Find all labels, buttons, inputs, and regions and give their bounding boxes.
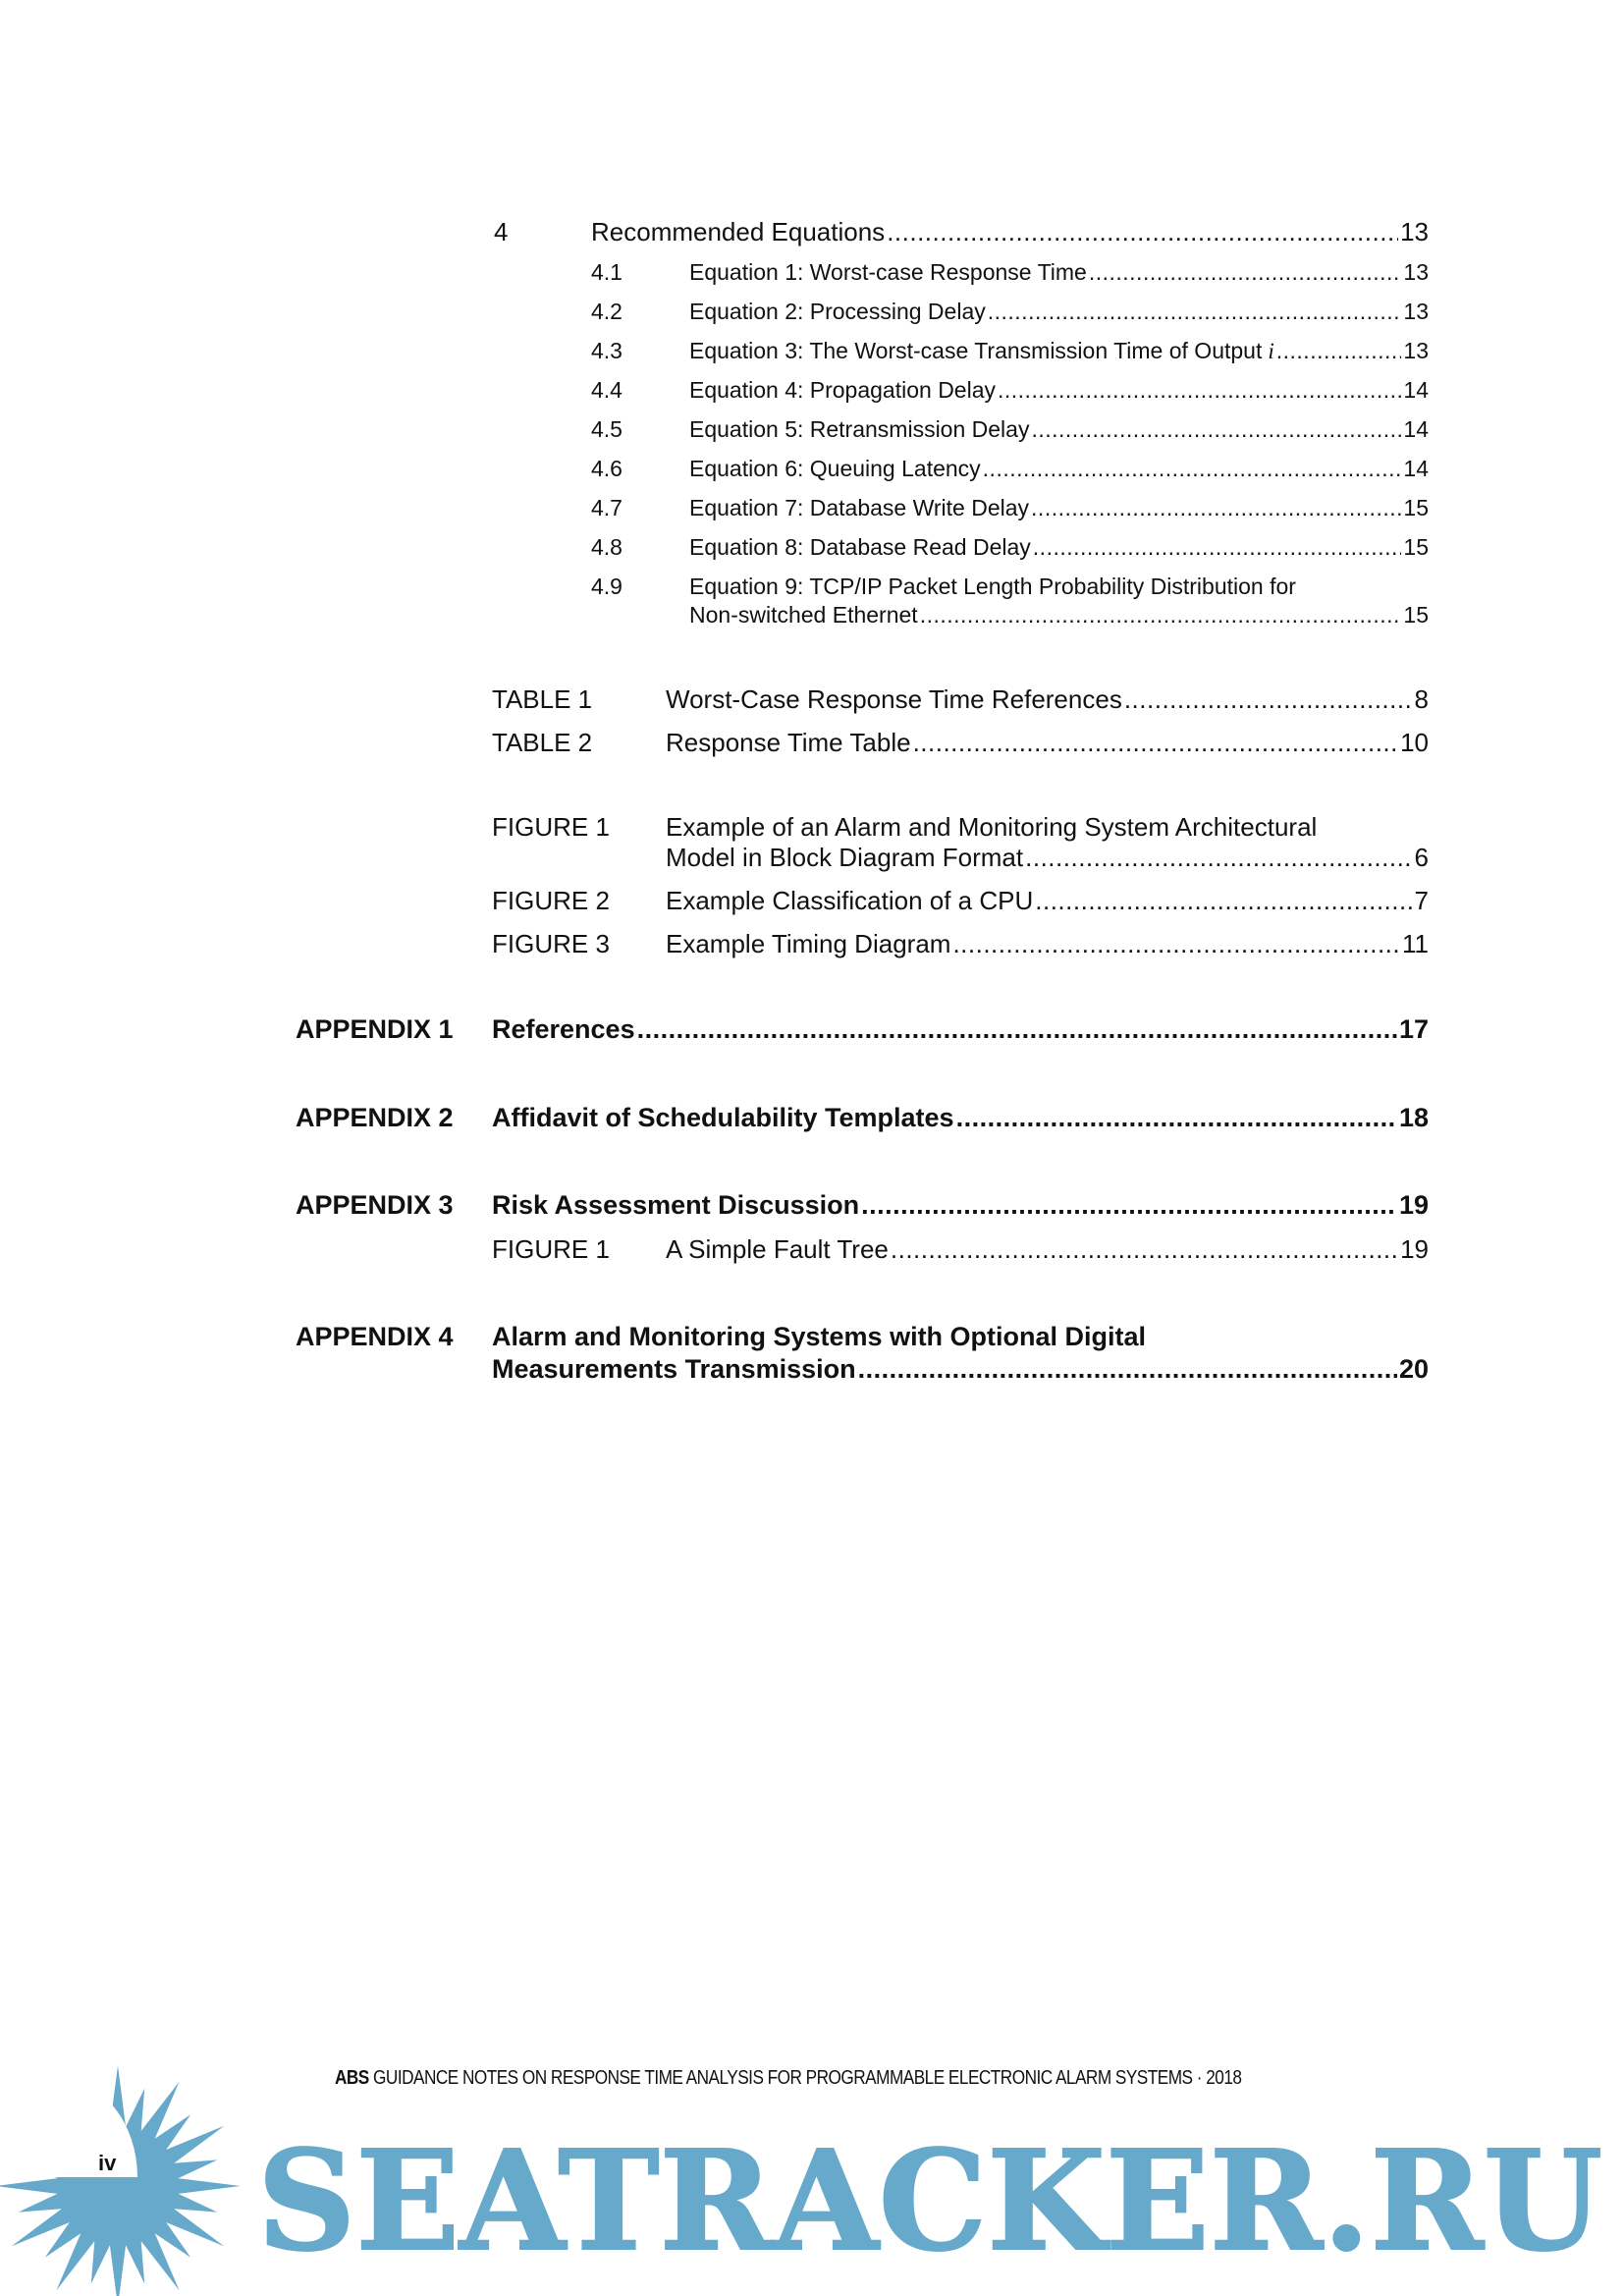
subsection-number: 4.3 [591,338,623,363]
toc-page: 17 [1398,1014,1429,1044]
toc-entry-figure[interactable] [666,1234,1429,1265]
toc-page: 15 [1403,602,1429,628]
toc-entry-figure-cont[interactable] [666,843,1429,873]
table-label: TABLE 2 [492,728,593,757]
appendix-label: APPENDIX 4 [296,1322,454,1351]
toc-page: 13 [1403,299,1429,324]
toc-entry-subsection[interactable] [689,377,1429,404]
subsection-number: 4.9 [591,574,623,599]
running-footer [335,2066,1241,2090]
toc-entry-appendix[interactable] [492,1014,1429,1045]
toc-page: 13 [1403,259,1429,285]
toc-title: Example Classification of a CPU [666,886,1034,915]
toc-title: Equation 5: Retransmission Delay [689,416,1030,442]
toc-title: Equation 8: Database Read Delay [689,534,1031,560]
dot-leader [1276,338,1402,364]
toc-title: Measurements Transmission [492,1354,856,1384]
toc-title: Worst-Case Response Time References [666,684,1122,714]
dot-leader [952,929,1400,959]
toc-page: 18 [1398,1103,1429,1132]
toc-title: Equation 3: The Worst-case Transmission Time of Output [689,338,1263,363]
toc-entry-appendix-cont[interactable] [492,1354,1429,1385]
toc-title: Affidavit of Schedulability Templates [492,1103,954,1132]
toc-entry-appendix[interactable] [492,1322,1429,1352]
toc-page: 10 [1400,728,1429,757]
figure-label: FIGURE 1 [492,812,610,842]
toc-entry-figure[interactable] [666,929,1429,959]
toc-title: Risk Assessment Discussion [492,1190,860,1220]
toc-title: Equation 4: Propagation Delay [689,377,996,403]
dot-leader [1124,684,1413,715]
toc-title: Model in Block Diagram Format [666,843,1024,872]
toc-title: Equation 7: Database Write Delay [689,495,1030,520]
toc-page: 15 [1403,534,1429,560]
figure-label: FIGURE 2 [492,886,610,915]
subsection-number: 4.6 [591,456,623,481]
toc-title: References [492,1014,635,1044]
toc-page: 19 [1400,1234,1429,1264]
figure-label: FIGURE 1 [492,1234,610,1264]
toc-page: 6 [1414,843,1429,872]
toc-entry-figure[interactable] [666,812,1429,843]
italic-variable: i [1268,339,1274,363]
toc-title: Equation 1: Worst-case Response Time [689,259,1087,285]
dot-leader [858,1354,1397,1385]
toc-title: Equation 9: TCP/IP Packet Length Probability Distribution for [689,574,1296,599]
toc-entry-table[interactable] [666,684,1429,715]
toc-page: 13 [1403,338,1429,363]
toc-page: 13 [1400,217,1429,246]
dot-leader [913,728,1399,758]
subsection-number: 4.2 [591,299,623,324]
subsection-number: 4.5 [591,416,623,442]
dot-leader [1089,259,1402,286]
toc-title: Equation 2: Processing Delay [689,299,986,324]
toc-entry-subsection[interactable] [689,456,1429,482]
figure-label: FIGURE 3 [492,929,610,958]
toc-title: A Simple Fault Tree [666,1234,889,1264]
toc-page: 14 [1403,456,1429,481]
toc-title: Recommended Equations [591,217,886,246]
dot-leader [891,1234,1398,1265]
subsection-number: 4.1 [591,259,623,285]
toc-page: 8 [1414,684,1429,714]
dot-leader [998,377,1401,404]
toc-page: 15 [1403,495,1429,520]
appendix-label: APPENDIX 2 [296,1103,454,1132]
section-number: 4 [494,217,509,246]
dot-leader [988,299,1402,325]
appendix-label: APPENDIX 3 [296,1190,454,1220]
dot-leader [1033,534,1402,561]
dot-leader [637,1014,1397,1045]
toc-page: 7 [1414,886,1429,915]
dot-leader [983,456,1402,482]
dot-leader [1025,843,1412,873]
appendix-label: APPENDIX 1 [296,1014,454,1044]
dot-leader [861,1190,1397,1221]
toc-entry-subsection[interactable] [689,338,1429,364]
toc-page: 14 [1403,377,1429,403]
toc-entry-subsection[interactable] [689,299,1429,325]
watermark-text: SEATRACKER.RU [257,2121,1602,2282]
dot-leader [956,1103,1397,1133]
toc-entry-subsection[interactable] [689,495,1429,521]
toc-entry-subsection[interactable] [689,259,1429,286]
subsection-number: 4.8 [591,534,623,560]
toc-title: Non-switched Ethernet [689,602,918,628]
dot-leader [1035,886,1412,916]
toc-entry-subsection-cont[interactable] [689,602,1429,629]
dot-leader [1031,416,1401,443]
subsection-number: 4.4 [591,377,623,403]
footer-text: GUIDANCE NOTES ON RESPONSE TIME ANALYSIS FOR PROGRAMMABLE ELECTRONIC ALARM SYSTEMS · 2018 [373,2067,1242,2089]
table-label: TABLE 1 [492,684,593,714]
toc-title: Alarm and Monitoring Systems with Optional Digital [492,1322,1147,1351]
toc-page: 20 [1398,1354,1429,1384]
footer-brand: ABS [335,2067,369,2089]
dot-leader [920,602,1402,629]
toc-title: Equation 6: Queuing Latency [689,456,981,481]
toc-entry-subsection[interactable] [689,416,1429,443]
toc-entry-appendix[interactable] [492,1190,1429,1221]
toc-title: Example of an Alarm and Monitoring System Architectural [666,812,1318,842]
dot-leader [1031,495,1401,521]
toc-entry-figure[interactable] [666,886,1429,916]
toc-title: Response Time Table [666,728,911,757]
toc-entry-section-4[interactable] [591,217,1429,247]
toc-entry-table[interactable] [666,728,1429,758]
dot-leader [887,217,1398,247]
toc-title: Example Timing Diagram [666,929,951,958]
subsection-number: 4.7 [591,495,623,520]
toc-page: 19 [1398,1190,1429,1220]
toc-entry-subsection[interactable] [689,534,1429,561]
toc-entry-subsection[interactable] [689,574,1429,600]
toc-page: 11 [1402,929,1429,958]
toc-page: 14 [1403,416,1429,442]
toc-entry-appendix[interactable] [492,1103,1429,1133]
page-number: iv [98,2151,117,2175]
